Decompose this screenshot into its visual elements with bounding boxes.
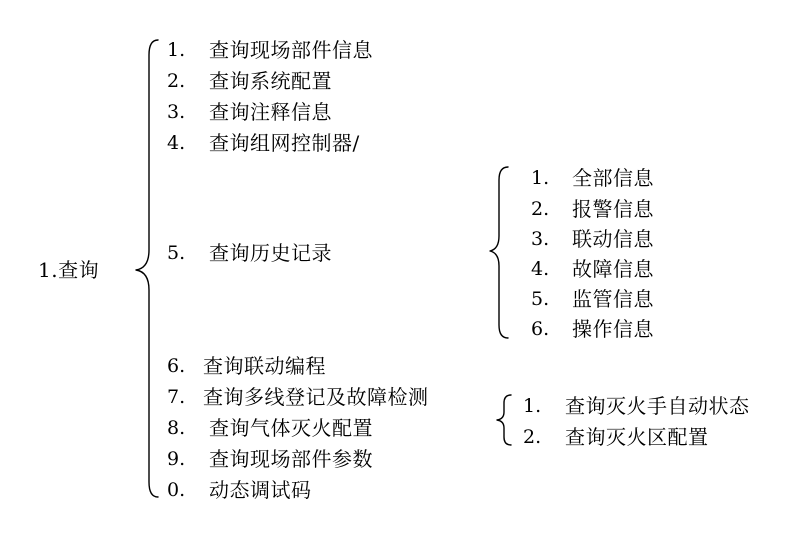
main-item-3-label: 查询注释信息 bbox=[209, 100, 332, 124]
history-item-2-label: 报警信息 bbox=[572, 197, 654, 221]
main-item-1-label: 查询现场部件信息 bbox=[209, 38, 373, 62]
history-item-1-label: 全部信息 bbox=[572, 166, 654, 190]
main-item-2-label: 查询系统配置 bbox=[209, 69, 332, 93]
history-item-3-number: 3. bbox=[531, 228, 550, 250]
main-item-2-number: 2. bbox=[167, 70, 186, 92]
main-item-3-number: 3. bbox=[167, 101, 186, 123]
gas-item-1-label: 查询灭火手自动状态 bbox=[565, 394, 750, 418]
main-item-9-number: 9. bbox=[167, 448, 186, 470]
main-item-6-number: 6. bbox=[167, 355, 186, 377]
history-item-3-label: 联动信息 bbox=[572, 227, 654, 251]
main-item-8-number: 8. bbox=[167, 417, 186, 439]
main-item-5-label: 查询历史记录 bbox=[209, 241, 332, 265]
main-item-7-number: 7. bbox=[167, 386, 186, 408]
history-item-1-number: 1. bbox=[531, 167, 550, 189]
history-brace bbox=[490, 167, 508, 338]
gas-brace bbox=[497, 395, 511, 445]
main-item-9-label: 查询现场部件参数 bbox=[209, 447, 373, 471]
main-item-0-number: 0. bbox=[167, 479, 186, 501]
root-label: 1.查询 bbox=[38, 258, 100, 282]
gas-item-1-number: 1. bbox=[523, 395, 542, 417]
history-item-4-number: 4. bbox=[531, 258, 550, 280]
history-item-6-number: 6. bbox=[531, 318, 550, 340]
main-brace bbox=[136, 40, 158, 497]
history-item-2-number: 2. bbox=[531, 198, 550, 220]
main-item-6-label: 查询联动编程 bbox=[203, 354, 326, 378]
main-item-7-label: 查询多线登记及故障检测 bbox=[203, 385, 429, 409]
gas-item-2-number: 2. bbox=[523, 426, 542, 448]
main-item-4-number: 4. bbox=[167, 132, 186, 154]
main-item-1-number: 1. bbox=[167, 39, 186, 61]
history-item-5-label: 监管信息 bbox=[572, 287, 654, 311]
history-item-5-number: 5. bbox=[531, 288, 550, 310]
gas-item-2-label: 查询灭火区配置 bbox=[565, 425, 709, 449]
main-item-0-label: 动态调试码 bbox=[209, 478, 312, 502]
history-item-4-label: 故障信息 bbox=[572, 257, 654, 281]
main-item-8-label: 查询气体灭火配置 bbox=[209, 416, 373, 440]
main-item-4-label: 查询组网控制器/ bbox=[209, 131, 360, 155]
main-item-5-number: 5. bbox=[167, 242, 186, 264]
history-item-6-label: 操作信息 bbox=[572, 317, 654, 341]
